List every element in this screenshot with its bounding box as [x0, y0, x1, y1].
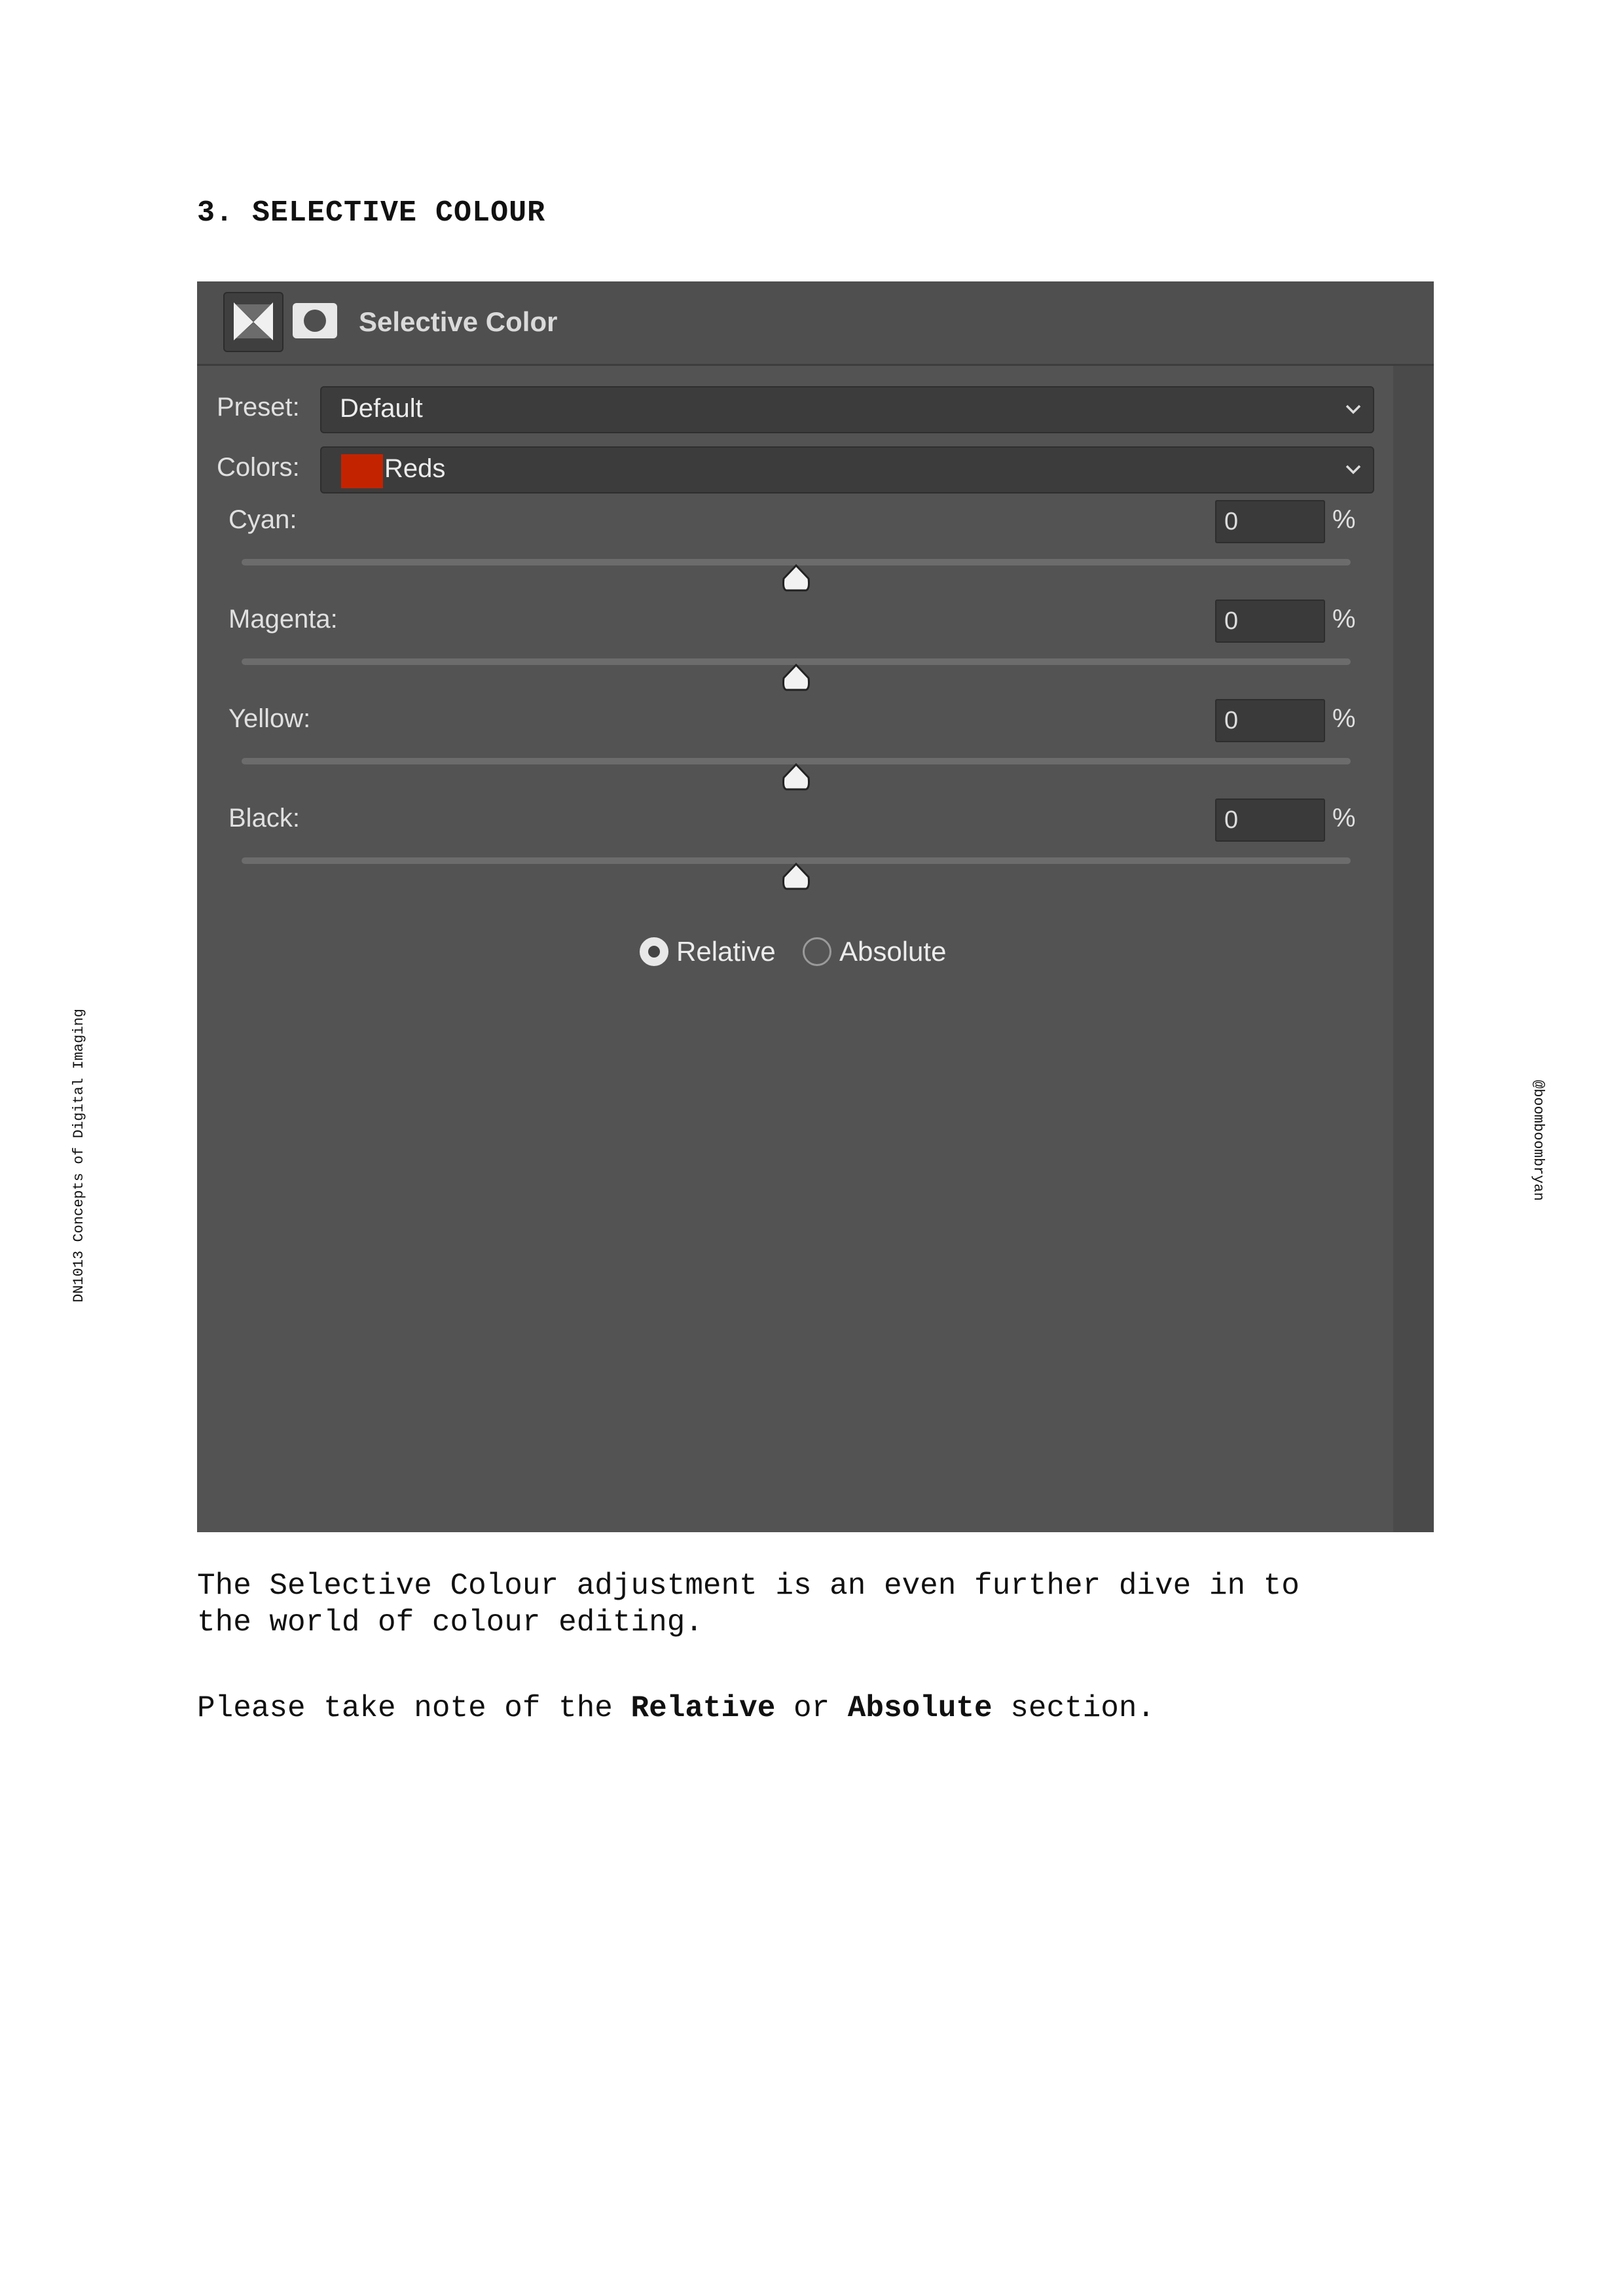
slider-value: 0 — [1224, 508, 1239, 535]
chevron-down-icon — [1340, 395, 1366, 422]
author-handle-vertical: @boomboombryan — [1530, 1080, 1546, 1201]
layer-mask-icon[interactable] — [293, 303, 337, 338]
colors-value: Reds — [384, 454, 446, 483]
chevron-down-icon — [1340, 456, 1366, 482]
note-text: or — [775, 1691, 848, 1725]
slider-value-input[interactable] — [1215, 798, 1325, 842]
percent-unit: % — [1332, 505, 1356, 534]
absolute-label[interactable]: Absolute — [839, 936, 947, 967]
adjustment-layer-icon[interactable] — [223, 292, 283, 352]
note-paragraph — [197, 1690, 1155, 1727]
panel-header — [197, 281, 1434, 366]
relative-label[interactable]: Relative — [676, 936, 776, 967]
slider-thumb[interactable] — [780, 762, 812, 792]
slider-thumb[interactable] — [780, 861, 812, 891]
scrollbar[interactable] — [1393, 366, 1434, 1532]
preset-dropdown[interactable] — [320, 386, 1374, 433]
slider-label: Yellow: — [228, 704, 311, 733]
colors-label: Colors: — [217, 453, 300, 482]
relative-radio[interactable] — [640, 937, 668, 966]
percent-unit: % — [1332, 704, 1356, 733]
slider-value: 0 — [1224, 607, 1239, 635]
slider-value-input[interactable] — [1215, 600, 1325, 643]
paragraph-line: the world of colour editing. — [197, 1605, 703, 1640]
selective-color-panel — [197, 281, 1434, 1532]
slider-value: 0 — [1224, 806, 1239, 834]
slider-value-input[interactable] — [1215, 500, 1325, 543]
slider-label: Magenta: — [228, 605, 338, 634]
percent-unit: % — [1332, 605, 1356, 634]
preset-label: Preset: — [217, 393, 300, 422]
slider-label: Black: — [228, 804, 300, 833]
slider-label: Cyan: — [228, 505, 297, 534]
course-title-vertical: DN1013 Concepts of Digital Imaging — [71, 1009, 87, 1302]
slider-value-input[interactable] — [1215, 699, 1325, 742]
percent-unit: % — [1332, 804, 1356, 833]
note-absolute: Absolute — [847, 1691, 993, 1725]
slider-thumb[interactable] — [780, 662, 812, 692]
section-heading: 3. SELECTIVE COLOUR — [197, 196, 546, 230]
color-swatch — [341, 454, 383, 488]
panel-title: Selective Color — [359, 306, 558, 337]
note-text: section. — [992, 1691, 1156, 1725]
slider-thumb[interactable] — [780, 563, 812, 593]
absolute-radio[interactable] — [803, 937, 831, 966]
note-text: Please take note of the — [197, 1691, 631, 1725]
note-relative: Relative — [630, 1691, 776, 1725]
colors-dropdown[interactable] — [320, 446, 1374, 493]
paragraph-line: The Selective Colour adjustment is an even further dive in to — [197, 1569, 1300, 1603]
preset-value: Default — [340, 394, 423, 423]
slider-value: 0 — [1224, 707, 1239, 734]
